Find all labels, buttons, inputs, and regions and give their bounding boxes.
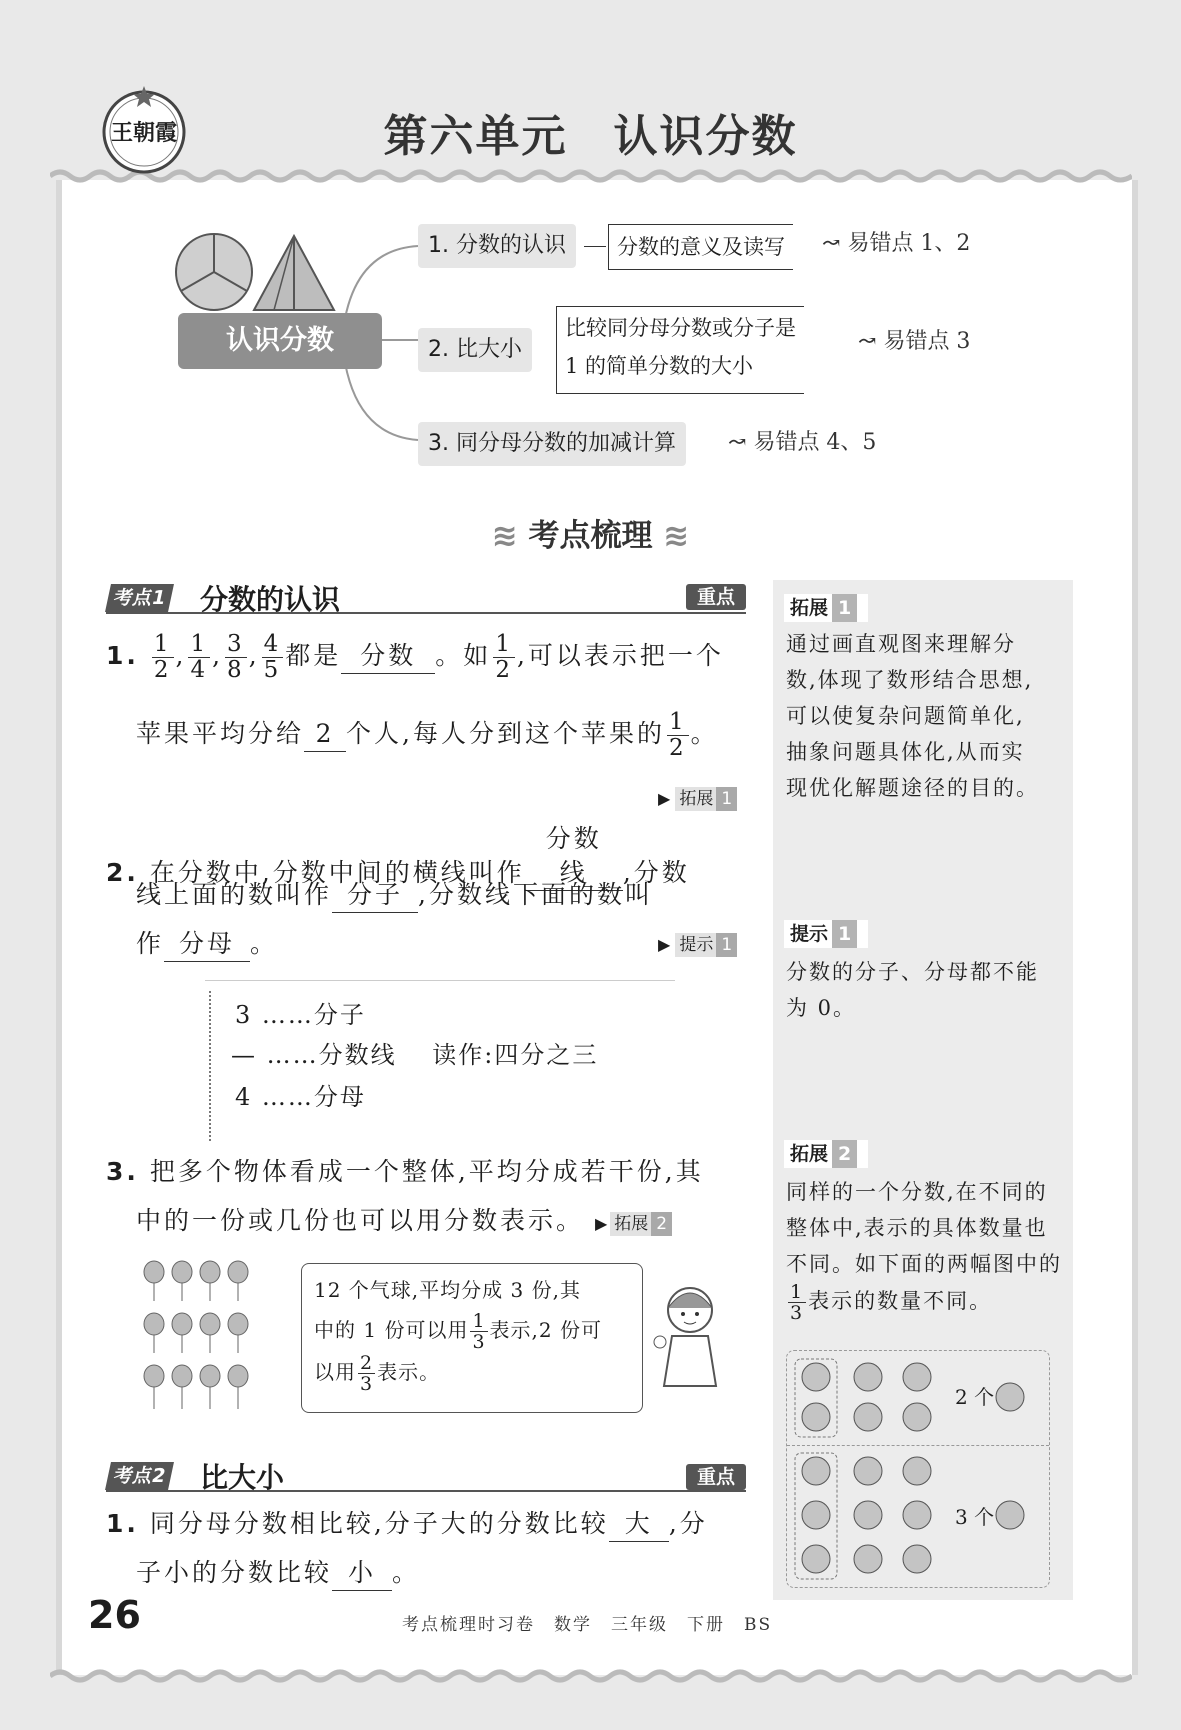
sidebar-ext1-text: 通过画直观图来理解分 数,体现了数形结合思想, 可以使复杂问题简单化, 抽象问题具体化,从而实 现优化解题途径的目的。 [786,632,1039,800]
kaodian2-tag: 考点2 [105,1462,174,1490]
sidebar-ext2-tag: 拓展 2 [784,1140,868,1168]
question-1-line2 [136,710,756,761]
play-arrow-icon: ▶ [658,789,671,808]
question-3-line1 [106,1148,756,1196]
question-2-line2 [136,871,756,919]
k2-question-1-line2 [136,1549,756,1597]
question-3-line2 [136,1197,756,1248]
fraction: $\frac{1}{2}$ [153,631,172,683]
text: 作 [136,929,165,958]
note-line-1: 3 ……分子 [235,1001,366,1029]
mindmap-detail-2-line2: 1 的简单分数的大小 [565,354,754,378]
answer-blank[interactable]: 分数 [341,639,435,674]
text: ,可以表示把一个 [516,641,724,670]
kaodian2-name: 比大小 [200,1461,285,1494]
kaodian1-name: 分数的认识 [200,583,341,616]
arrow-icon: ↝ [822,231,841,256]
svg-text:王朝霞: 王朝霞 [110,120,178,146]
play-arrow-icon: ▶ [658,935,671,954]
kaodian1-badge: 重点 [686,584,746,610]
girl-illustration [650,1278,730,1388]
fraction: $\frac{1}{2}$ [668,709,687,761]
speech-bubble [301,1263,643,1413]
ref-tip-1[interactable] [658,933,737,957]
error-point-2-text: 易错点 3 [883,329,971,354]
note-line-2: — ……分数线 读作:四分之三 [231,1041,599,1069]
mindmap-detail-2-line1: 比较同分母分数或分子是 [565,316,796,340]
question-1-line1: 1. $\frac{1}{2}$ , $\frac{1}{4}$ , $\frac{3}{8}$ , $\frac{4}{5}$ 都是 分数 。如 $\frac{1}{2}$ ,可以表示把一个 [106,631,724,683]
apple-icon [993,1379,1027,1413]
ref-extension-1[interactable] [658,787,737,811]
sidebar-ext2-text: 同样的一个分数,在不同的 整体中,表示的具体数量也 不同。如下面的两幅图中的 $\frac{1}{3}$ 表示的数量不同。 [786,1180,1062,1324]
apples-group-9 [793,1451,963,1583]
fraction: $\frac{1}{4}$ [190,631,209,683]
text: 在分数中,分数中间的横线叫作 [149,858,525,887]
mindmap-root: 认识分数 [178,313,382,369]
mindmap-branch-3: 3. 同分母分数的加减计算 [418,422,686,466]
arrow-icon: ↝ [728,430,747,455]
question-2-line3 [136,920,536,968]
ref-label: 提示 1 [675,933,737,957]
sidebar-tip1-tag: 提示 1 [784,920,868,948]
text: 。 [392,1558,421,1587]
answer-blank[interactable]: 分子 [332,878,418,913]
sidebar-tip1-text: 分数的分子、分母都不能 为 0。 [786,960,1039,1020]
bubble-line-1: 12 个气球,平均分成 3 份,其 [314,1278,581,1302]
error-point-2 [858,324,970,355]
answer-blank[interactable]: 分母 [164,927,250,962]
text: ,分数线下面的数叫 [418,880,653,909]
wave-decoration-icon: ≋ [491,518,518,554]
play-arrow-icon: ▶ [594,1214,611,1233]
mindmap-branch-2: 2. 比大小 [418,328,532,372]
apple-count-1: 2 个 [955,1385,995,1409]
note-card [205,980,675,1141]
apples-group-6 [793,1357,963,1441]
text: 苹果平均分给 [136,719,305,748]
bottom-wave-border [50,1668,1132,1684]
text: 。 [690,719,719,748]
mindmap-detail-1: 分数的意义及读写 [608,224,793,270]
connector [584,246,606,247]
question-number: 1. [106,1509,139,1538]
fraction: $\frac{1}{2}$ [495,631,513,683]
text: ,分 [668,1509,708,1538]
error-point-1 [822,226,970,257]
footer-text: 考点梳理时习卷 数学 三年级 下册 BS [402,1615,773,1635]
apple-count-2: 3 个 [955,1505,995,1529]
wave-decoration-icon: ≋ [663,518,690,554]
answer-blank[interactable]: 大 [609,1507,669,1542]
bubble-line-3: 以用 $\frac{2}{3}$ 表示。 [314,1352,441,1395]
apples-figure [786,1350,1050,1588]
kaodian2-badge: 重点 [686,1464,746,1490]
page-number: 26 [88,1593,141,1637]
text: 都是 [285,641,342,670]
text: 把多个物体看成一个整体,平均分成若干份,其 [149,1157,704,1186]
error-point-3 [728,425,876,456]
sidebar-ext1-tag: 拓展 1 [784,594,868,622]
error-point-3-text: 易错点 4、5 [753,430,877,455]
text: 中的一份或几份也可以用分数表示。 [136,1206,585,1235]
note-line-3: 4 ……分母 [235,1083,366,1111]
fraction-shapes-icon [170,230,350,315]
bubble-line-2: 中的 1 份可以用 $\frac{1}{3}$ 表示,2 份可 [314,1310,602,1353]
mindmap-detail-2 [556,306,804,394]
kaodian1-tag: 考点1 [105,584,174,612]
text: 。如 [435,641,492,670]
text: ,分数 [622,858,690,887]
error-point-1-text: 易错点 1、2 [847,231,971,256]
text: 线上面的数叫作 [136,880,333,909]
answer-blank[interactable]: 小 [332,1556,392,1591]
question-number: 3. [106,1157,139,1186]
question-number: 1. [106,641,139,670]
page-title: 第六单元 认识分数 [383,111,798,162]
divider [787,1445,1049,1446]
section-title [0,510,1181,555]
text: 同分母分数相比较,分子大的分数比较 [149,1509,609,1538]
balloons-illustration [140,1252,270,1422]
ref-label: 拓展 1 [675,787,737,811]
arrow-icon: ↝ [858,329,877,354]
question-number: 2. [106,858,139,887]
k2-question-1-line1 [106,1500,756,1548]
top-wave-border [50,168,1132,184]
answer-blank[interactable]: 分数线 [525,822,623,891]
fraction: $\frac{4}{5}$ [263,631,282,683]
mindmap-branch-1: 1. 分数的认识 [418,224,576,268]
ref-extension-2[interactable]: 拓展 2 [610,1212,672,1236]
fraction: $\frac{3}{8}$ [227,631,245,683]
answer-blank[interactable]: 2 [304,717,346,752]
spiral-binding-icon [209,991,225,1141]
apple-icon [993,1497,1027,1531]
text: 子小的分数比较 [136,1558,333,1587]
text: 个人,每人分到这个苹果的 [346,719,665,748]
section-title-text: 考点梳理 [528,518,653,554]
text: 。 [250,929,279,958]
